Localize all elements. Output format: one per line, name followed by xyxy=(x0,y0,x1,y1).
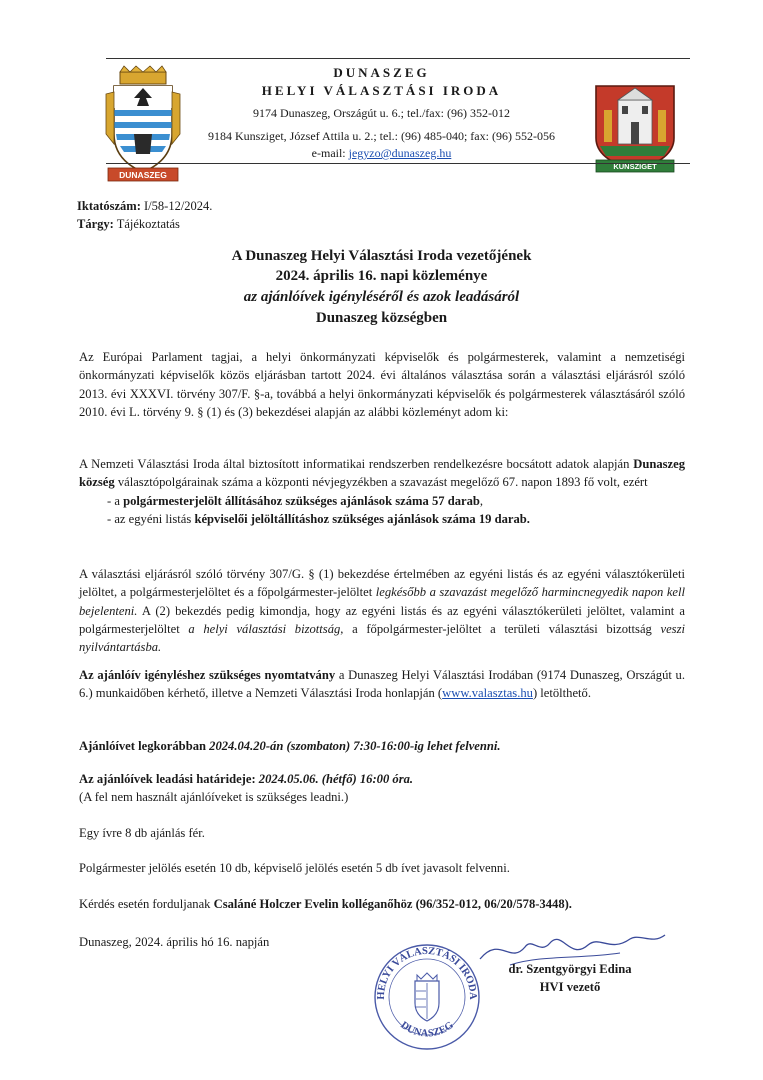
svg-text:DUNASZEG xyxy=(398,1020,455,1040)
header-rule-bottom xyxy=(106,163,690,164)
subject-line xyxy=(77,217,180,232)
paragraph-registration-deadline: A választási eljárásról szóló törvény 307/G. § (1) bekezdése értelmében az egyéni listás és az egyéni választókerületi jelöltet, a polgármesterjelöltet és a főpolgármester-jelöltet legkésőbb a szavazást megelőző harmincnegyedik napon kell bejelenteni. A (2) bekezdés pedig kimondja, hogy az egyéni listás és az egyéni választókerületi jelöltet, valamint a polgármesterjelöltet a helyi választási bizottság, a főpolgármester-jelöltet a területi választási bizottság veszi nyilvántartásba. xyxy=(79,567,685,655)
kunsziget-coat-of-arms-icon xyxy=(590,80,680,176)
notice-title-line-4: Dunaszeg községben xyxy=(315,310,448,326)
list-item-representative-nominations: - az egyéni listás képviselői jelöltállításhoz szükséges ajánlások száma 19 darab. xyxy=(107,511,530,526)
header-address-dunaszeg: 9174 Dunaszeg, Országút u. 6.; tel./fax: (96) 352-012 xyxy=(253,106,510,120)
subject-value: Tájékoztatás xyxy=(116,217,180,231)
paragraph-earliest-pickup: Ajánlóívet legkorábban 2024.04.20-án (szombaton) 7:30-16:00-ig lehet felvenni. xyxy=(79,739,501,753)
paragraph-submission-deadline: Az ajánlóívek leadási határideje: 2024.05.06. (hétfő) 16:00 óra. (A fel nem használt ajánlóíveket is szükséges leadni.) xyxy=(79,772,414,805)
logo-right-label: KUNSZIGET xyxy=(613,162,657,171)
email-label: e-mail: xyxy=(311,146,346,160)
paragraph-contact: Kérdés esetén forduljanak Csaláné Holczer Evelin kolléganőhöz (96/352-012, 06/20/578-3448). xyxy=(79,897,572,911)
notice-title-line-1: A Dunaszeg Helyi Választási Iroda vezetőjének xyxy=(231,248,532,264)
header-rule-top xyxy=(106,58,690,59)
stamp-bottom-text: DUNASZEG xyxy=(398,1019,456,1040)
header-title: DUNASZEG xyxy=(333,65,430,80)
paragraph-per-sheet: Egy ívre 8 db ajánlás fér. xyxy=(79,826,205,840)
stamp-top-text: HELYI VÁLASZTÁSI IRODA xyxy=(375,945,479,1000)
signatory-role: HVI vezető xyxy=(539,980,601,994)
place-and-date: Dunaszeg, 2024. április hó 16. napján xyxy=(79,935,270,949)
list-item-mayor-nominations: - a polgármesterjelölt állításához szükséges ajánlások száma 57 darab, xyxy=(107,493,484,508)
paragraph-form-request: Az ajánlóív igényléshez szükséges nyomtatvány a Dunaszeg Helyi Választási Irodában (9174 Dunaszeg, Országút u. 6.) munkaidőben kérhető, illetve a Nemzeti Választási Iroda honlapján (www.valasztas.hu) letölthető. xyxy=(79,668,685,701)
header-address-kunsziget: 9184 Kunsziget, József Attila u. 2.; tel.: (96) 485-040; fax: (96) 552-056 xyxy=(208,129,555,143)
paragraph-voter-count: A Nemzeti Választási Iroda által biztosított informatikai rendszerben rendelkezésre bocsátott adatok alapján Dunaszeg község választópolgárainak száma a központi névjegyzékben a szavazást megelőző 67. napon 1893 fő volt, ezért - a polgármesterjelölt állításához szükséges ajánlások száma 57 darab, - az egyéni listás képviselői jelöltállításhoz szükséges ajánlások száma 19 darab. xyxy=(79,455,685,528)
official-stamp-icon xyxy=(368,935,486,1053)
signatory-block xyxy=(470,960,670,996)
notice-title-line-2: 2024. április 16. napi közleménye xyxy=(275,268,488,284)
case-number-value: I/58-12/2024. xyxy=(144,199,213,213)
notice-title-line-3: az ajánlóívek igényléséről és azok leadásáról xyxy=(243,289,520,305)
email-link[interactable]: jegyzo@dunaszeg.hu xyxy=(348,146,452,160)
paragraph-legal-basis: Az Európai Parlament tagjai, a helyi önkormányzati képviselők és polgármesterek, valamint a nemzetiségi önkormányzati képviselők közös eljárásban tartott 2024. évi általános választása során a választási eljárásról szóló 2013. évi XXXVI. törvény 307/F. §-a, továbbá a helyi önkormányzati képviselők és polgármesterek választásáról szóló 2010. évi L. törvény 9. § (1) és (3) bekezdései alapján az alábbi közleményt adom ki: xyxy=(79,350,685,419)
dunaszeg-coat-of-arms-icon xyxy=(104,64,182,182)
case-number-line xyxy=(77,199,212,214)
logo-left-label: DUNASZEG xyxy=(119,170,167,180)
case-number-label: Iktatószám: xyxy=(77,199,141,213)
signatory-name: dr. Szentgyörgyi Edina xyxy=(508,962,632,976)
subject-label: Tárgy: xyxy=(77,217,114,231)
paragraph-recommendation: Polgármester jelölés esetén 10 db, képviselő jelölés esetén 5 db ívet javasolt felvenni. xyxy=(79,861,510,875)
header-subtitle: HELYI VÁLASZTÁSI IRODA xyxy=(261,83,502,98)
valasztas-link[interactable]: www.valasztas.hu xyxy=(442,686,533,701)
